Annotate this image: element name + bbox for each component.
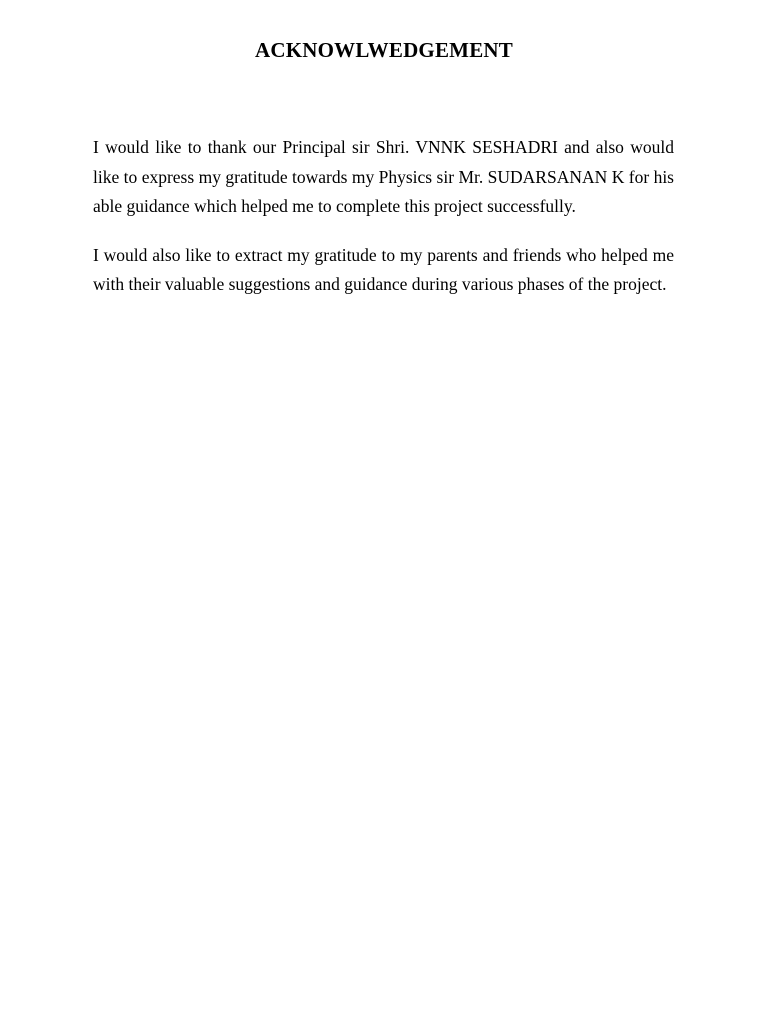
paragraph-thanks-family: I would also like to extract my gratitude to my parents and friends who helped me with their valuable suggestions and guidance during various phases of the project. (93, 244, 674, 294)
acknowledgement-body (93, 133, 674, 319)
paragraph-thanks-teachers: I would like to thank our Principal sir Shri. VNNK SESHADRI and also would like to express my gratitude towards my Physics sir Mr. SUDARSANAN K for his able guidance which helped me to complete this project successfully. (93, 137, 674, 216)
page-title: ACKNOWLWEDGEMENT (255, 38, 513, 62)
